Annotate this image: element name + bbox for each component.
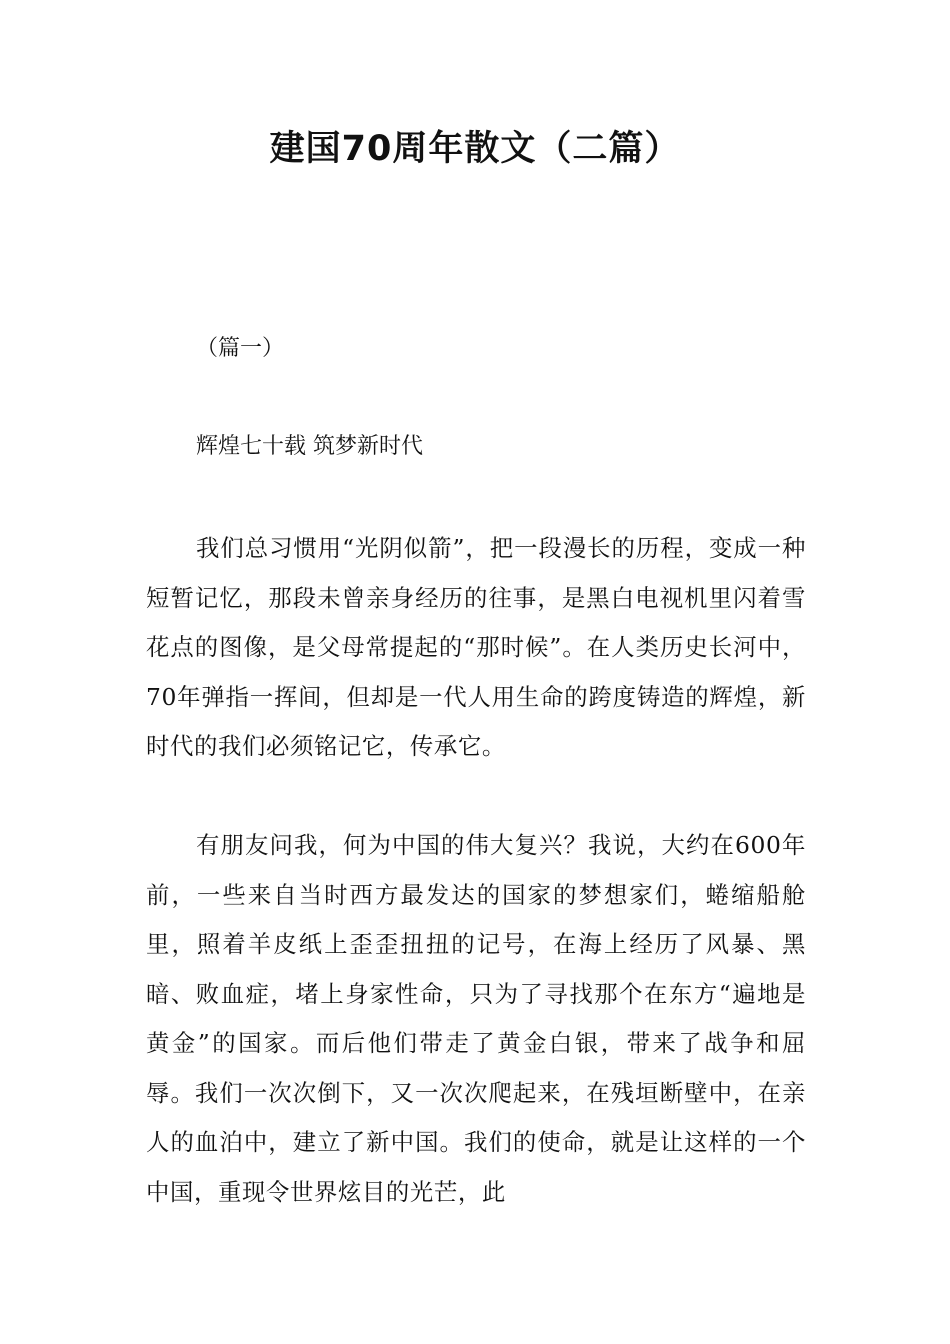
document-title: 建国70周年散文（二篇） [269, 129, 681, 169]
paragraph-2: 有朋友问我，何为中国的伟大复兴？我说，大约在600年前，一些来自当时西方最发达的国家的梦想家们，蜷缩船舱里，照着羊皮纸上歪歪扭扭的记号，在海上经历了风暴、黑暗、败血症，堵上身家性命，只为了寻找那个在东方“遍地是黄金”的国家。而后他们带走了黄金白银，带来了战争和屈辱。我们一次次倒下，又一次次爬起来，在残垣断壁中，在亲人的血泊中，建立了新中国。我们的使命，就是让这样的一个中国，重现令世界炫目的光芒，此 [146, 831, 806, 1206]
essay-subtitle: 辉煌七十载 筑梦新时代 [196, 434, 423, 459]
section-label: （篇一） [196, 336, 285, 361]
paragraph-1: 我们总习惯用“光阴似箭”，把一段漫长的历程，变成一种短暂记忆，那段未曾亲身经历的往事，是黑白电视机里闪着雪花点的图像，是父母常提起的“那时候”。在人类历史长河中，70年弹指一挥间，但却是一代人用生命的跨度铸造的辉煌，新时代的我们必须铭记它，传承它。 [146, 534, 806, 760]
